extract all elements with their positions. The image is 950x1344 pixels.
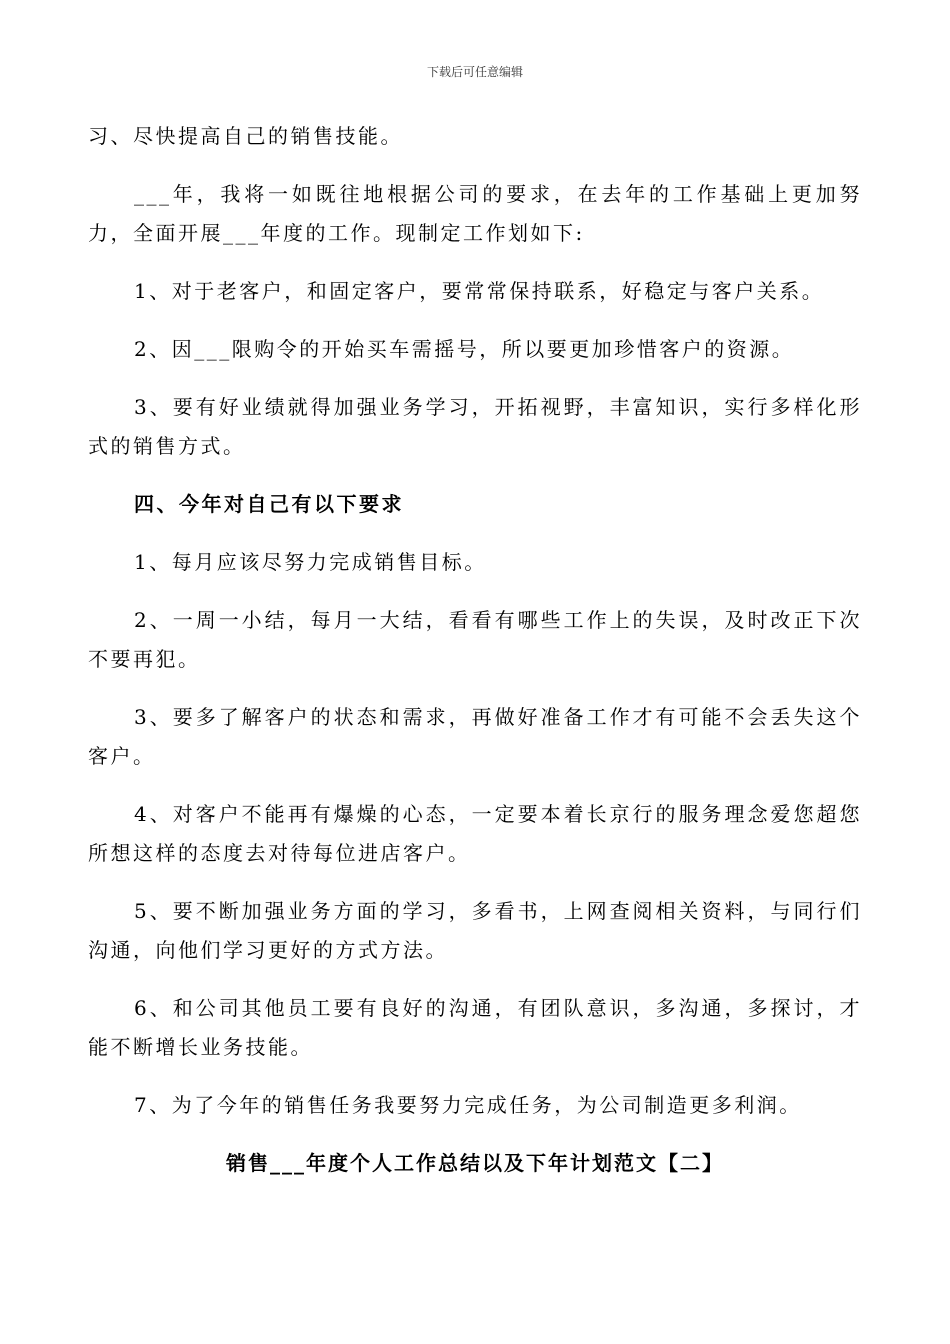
plan-item-1: 1、对于老客户，和固定客户，要常常保持联系，好稳定与客户关系。: [134, 279, 825, 303]
next-document-title: 销售___年度个人工作总结以及下年计划范文【二】: [226, 1151, 724, 1175]
section-heading-requirements: 四、今年对自己有以下要求: [134, 492, 404, 516]
plan-item-2: 2、因___限购令的开始买车需摇号，所以要更加珍惜客户的资源。: [134, 337, 795, 361]
requirement-item-3: 3、要多了解客户的状态和需求，再做好准备工作才有可能不会丢失这个客户。: [88, 705, 862, 768]
plan-item-3: 3、要有好业绩就得加强业务学习，开拓视野，丰富知识，实行多样化形式的销售方式。: [88, 395, 862, 458]
document-body: [88, 117, 862, 1183]
page-header-note: 下载后可任意编辑: [426, 65, 523, 79]
requirement-item-6: 6、和公司其他员工要有良好的沟通，有团队意识，多沟通，多探讨，才能不断增长业务技能。: [88, 996, 862, 1059]
requirement-item-2: 2、一周一小结，每月一大结，看看有哪些工作上的失误，及时改正下次不要再犯。: [88, 608, 862, 671]
requirement-item-1: 1、每月应该尽努力完成销售目标。: [134, 550, 487, 574]
requirement-item-4: 4、对客户不能再有爆燥的心态，一定要本着长京行的服务理念爱您超您所想这样的态度去对待每位进店客户。: [88, 802, 862, 865]
requirement-item-7: 7、为了今年的销售任务我要努力完成任务，为公司制造更多利润。: [134, 1093, 802, 1117]
paragraph-plan-intro: ___年，我将一如既往地根据公司的要求，在去年的工作基础上更加努力，全面开展___年度的工作。现制定工作划如下:: [88, 182, 862, 245]
requirement-item-5: 5、要不断加强业务方面的学习，多看书，上网查阅相关资料，与同行们沟通，向他们学习更好的方式方法。: [88, 899, 862, 962]
paragraph-continuation: 习、尽快提高自己的销售技能。: [88, 124, 403, 148]
